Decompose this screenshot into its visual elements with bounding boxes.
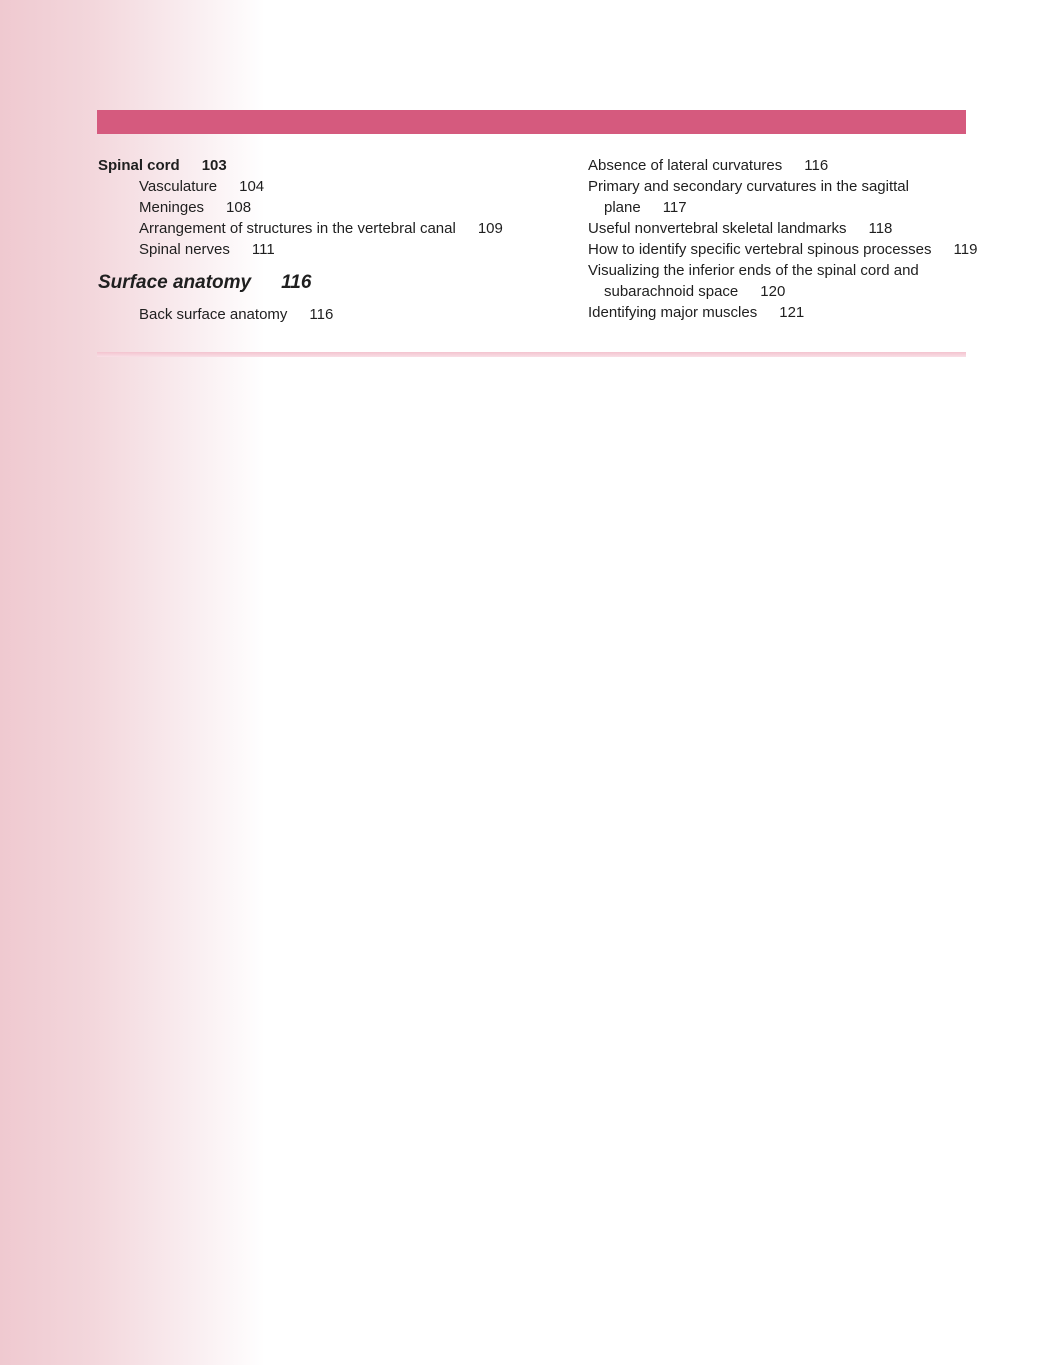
- toc-entry-label: Spinal nerves: [139, 241, 230, 258]
- toc-entry-visualizing[interactable]: [588, 260, 956, 302]
- toc-entry-identifying-muscles[interactable]: [588, 302, 968, 323]
- toc-entry-page: 120: [760, 283, 786, 300]
- toc-section-page: 116: [281, 272, 312, 293]
- toc-entry-page: 109: [477, 220, 503, 237]
- toc-entry-page: 119: [953, 241, 978, 258]
- toc-entry-spinal-nerves[interactable]: [98, 239, 538, 260]
- toc-entry-page: 116: [804, 157, 829, 174]
- toc-entry-primary-secondary[interactable]: [588, 176, 944, 218]
- toc-entry-page: 103: [201, 157, 227, 174]
- toc-section-surface-anatomy[interactable]: [98, 271, 538, 295]
- toc-entry-label: Arrangement of structures in the vertebral canal: [139, 220, 456, 237]
- toc-entry-meninges[interactable]: [98, 197, 538, 218]
- toc-entry-label: How to identify specific vertebral spinous processes: [588, 241, 932, 258]
- toc-entry-back-surface-anatomy[interactable]: [98, 304, 538, 325]
- header-band: [97, 110, 966, 134]
- toc-entry-label: Useful nonvertebral skeletal landmarks: [588, 220, 847, 237]
- toc-entry-label: Primary and secondary curvatures in the sagittal plane: [588, 178, 909, 216]
- toc-entry-label: Back surface anatomy: [139, 306, 288, 323]
- toc-entry-spinous-processes[interactable]: [588, 239, 978, 260]
- toc-entry-absence[interactable]: [588, 155, 968, 176]
- toc-entry-label: Visualizing the inferior ends of the spinal cord and subarachnoid space: [588, 262, 919, 300]
- toc-entry-label: Spinal cord: [98, 157, 180, 174]
- toc-entry-label: Identifying major muscles: [588, 304, 758, 321]
- toc-entry-page: 117: [662, 199, 687, 216]
- toc-entry-label: Vasculature: [139, 178, 218, 195]
- toc-entry-page: 111: [251, 241, 275, 258]
- toc-entry-label: Meninges: [139, 199, 205, 216]
- toc-right-column: [588, 155, 978, 323]
- toc-entry-useful-landmarks[interactable]: [588, 218, 968, 239]
- toc-entry-page: 121: [779, 304, 805, 321]
- toc-section-label: Surface anatomy: [98, 272, 252, 293]
- toc-entry-page: 108: [226, 199, 252, 216]
- toc-entry-arrangement[interactable]: [98, 218, 538, 239]
- footer-rule: [97, 352, 966, 357]
- toc-entry-page: 104: [239, 178, 265, 195]
- toc-entry-page: 116: [309, 306, 334, 323]
- toc-entry-page: 118: [868, 220, 893, 237]
- toc-entry-spinal-cord[interactable]: [98, 155, 538, 176]
- toc-left-column: [98, 155, 538, 325]
- toc-entry-label: Absence of lateral curvatures: [588, 157, 783, 174]
- toc-entry-vasculature[interactable]: [98, 176, 538, 197]
